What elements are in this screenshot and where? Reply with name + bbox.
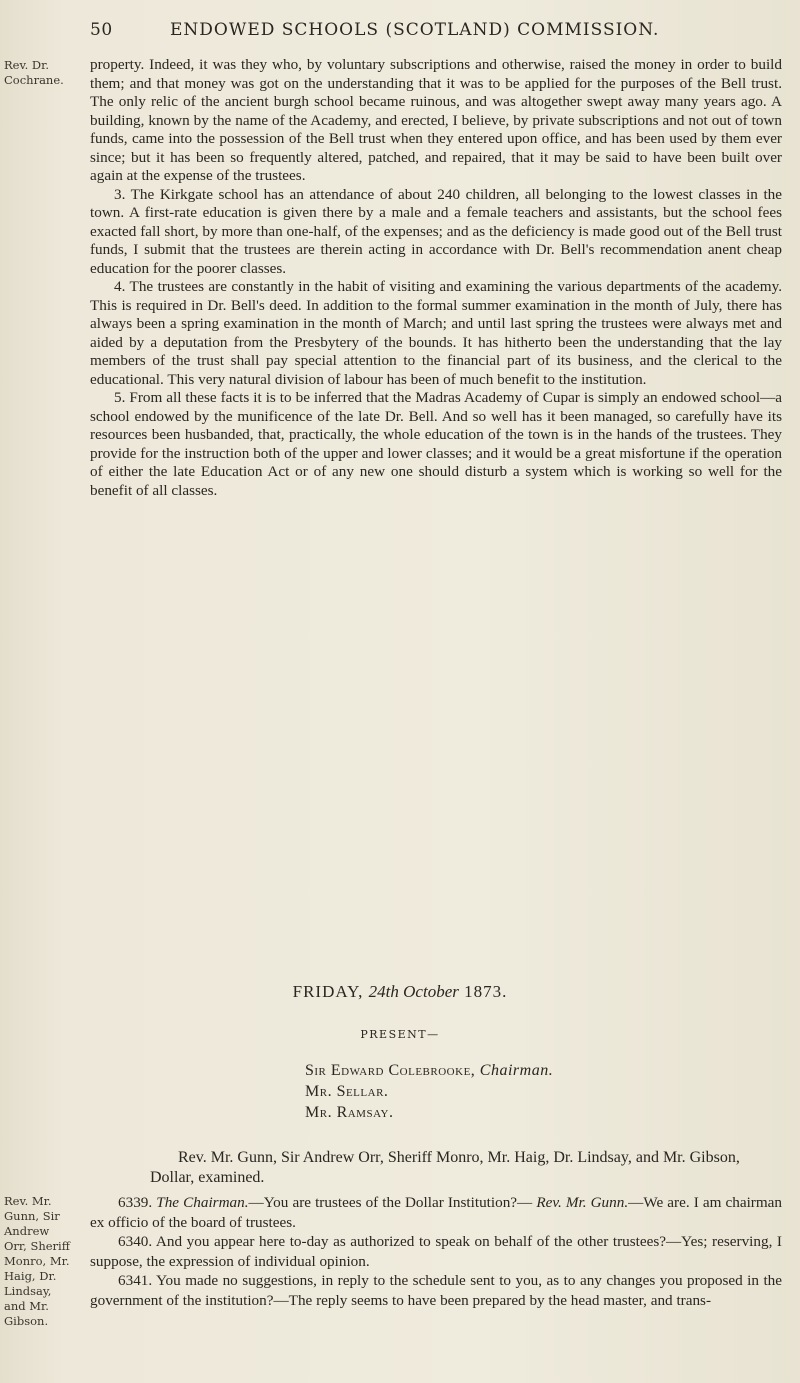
- margin-note-bottom: [4, 1194, 78, 1329]
- attendee-name: Mr. Sellar.: [305, 1083, 389, 1100]
- margin-line: Gibson.: [4, 1314, 49, 1328]
- attendee: [305, 1102, 755, 1123]
- page-number: 50: [90, 20, 113, 40]
- question-6341: [90, 1271, 782, 1310]
- margin-line: Gunn, Sir: [4, 1209, 60, 1223]
- question-number: 6339.: [118, 1194, 157, 1211]
- margin-line: Lindsay,: [4, 1284, 52, 1298]
- paragraph-3: 3. The Kirkgate school has an attendance of about 240 children, all belonging to the lowest classes in the town. A first-rate education is given there by a male and a female teachers and assistants, but the school fees exacted fall short, by more than one-half, of the expenses; and as the deficiency is made good out of the Bell trust funds, I submit that the trustees are therein acting in accordance with Dr. Bell's recommendation anent cheap education for the poorer classes.: [90, 185, 782, 277]
- attendee-list: [305, 1060, 755, 1123]
- session-dateline: [0, 982, 800, 1002]
- question-text: —You are trustees of the Dollar Institution?—: [248, 1194, 533, 1211]
- witnesses-examined: Rev. Mr. Gunn, Sir Andrew Orr, Sheriff Monro, Mr. Haig, Dr. Lindsay, and Mr. Gibson, Dollar, examined.: [150, 1149, 740, 1186]
- attendee-role: Chairman.: [479, 1062, 554, 1079]
- evidence-questions: [90, 1193, 782, 1310]
- dateline-day: FRIDAY,: [292, 982, 364, 1001]
- margin-note-top: [4, 58, 78, 88]
- running-title: ENDOWED SCHOOLS (SCOTLAND) COMMISSION.: [170, 20, 660, 40]
- question-text: You made no suggestions, in reply to the schedule sent to you, as to any changes you proposed in the government of the institution?—The reply seems to have been prepared by the head master, and trans-: [90, 1272, 783, 1309]
- margin-line: Andrew: [4, 1224, 50, 1238]
- paragraph-5: 5. From all these facts it is to be inferred that the Madras Academy of Cupar is simply an endowed school—a school endowed by the munificence of the late Dr. Bell. And so well has it been managed, so carefully have its resources been husbanded, that, practically, the whole education of the town is in the hands of the trustees. They provide for the instruction both of the upper and lower classes; and it would be a great misfortune if the operation of either the late Education Act or of any new one should disturb a system which is working so well for the benefit of all classes.: [90, 389, 782, 499]
- body-text: [90, 56, 782, 500]
- margin-line: Rev. Dr.: [4, 58, 50, 72]
- question-number: 6341.: [118, 1272, 157, 1289]
- question-6339: [90, 1193, 782, 1232]
- margin-line: Orr, Sheriff: [4, 1239, 70, 1253]
- paragraph-continuation: property. Indeed, it was they who, by voluntary subscriptions and otherwise, raised the money in order to build them; and that money was got on the understanding that it was to be applied for the purposes of the Bell trust. The only relic of the ancient burgh school became ruinous, and was altogether swept away many years ago. A building, known by the name of the Academy, and erected, I believe, by private subscriptions and not out of town funds, came into the possession of the Bell trust when they entered upon office, and has been used by them ever since; but it has been so frequently altered, patched, and repaired, that it may be said to have been built over again at the expense of the trustees.: [90, 56, 782, 184]
- present-label: PRESENT—: [360, 1028, 440, 1041]
- margin-line: and Mr.: [4, 1299, 49, 1313]
- margin-line: Cochrane.: [4, 73, 64, 87]
- paragraph-4: 4. The trustees are constantly in the habit of visiting and examining the various departments of the academy. This is required in Dr. Bell's deed. In addition to the formal summer examination in the month of July, there has always been a spring examination in the month of March; and until last spring the trustees were always met and aided by a deputation from the Presbytery of the bounds. It has hitherto been the understanding that the lay members of the trust shall pay special attention to the financial part of its business, and the clerical to the educational. This very natural division of labour has been of much benefit to the institution.: [90, 278, 782, 388]
- answer-text: —We are. I am chairman ex officio of the board of trustees.: [90, 1194, 782, 1231]
- question-6340: [90, 1232, 782, 1271]
- attendee-name: Sir Edward Colebrooke,: [305, 1062, 476, 1079]
- question-number: 6340.: [118, 1233, 156, 1250]
- speaker: Rev. Mr. Gunn.: [536, 1194, 629, 1211]
- margin-line: Monro, Mr.: [4, 1254, 70, 1268]
- margin-line: Rev. Mr.: [4, 1194, 52, 1208]
- dateline-date: 24th October: [368, 982, 459, 1001]
- margin-line: Haig, Dr.: [4, 1269, 57, 1283]
- attendee: [305, 1060, 755, 1081]
- attendee: [305, 1081, 755, 1102]
- question-text: And you appear here to-day as authorized to speak on behalf of the other trustees?—Yes; reserving, I suppose, the expression of individual opinion.: [90, 1233, 782, 1270]
- attendee-name: Mr. Ramsay.: [305, 1104, 394, 1121]
- speaker: The Chairman.: [156, 1194, 249, 1211]
- dateline-year: 1873.: [464, 982, 508, 1001]
